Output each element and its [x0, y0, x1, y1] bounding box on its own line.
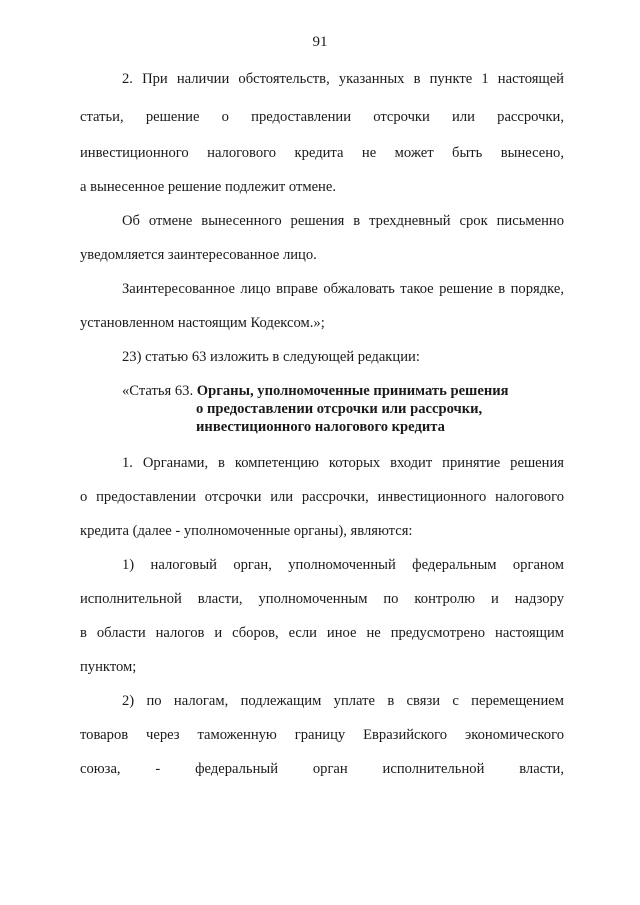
article-title: инвестиционного налогового кредита — [196, 419, 445, 435]
article-heading-line2 — [196, 400, 640, 418]
text-line: Заинтересованное лицо вправе обжаловать такое решение в порядке, — [122, 281, 564, 297]
text-line: установленном настоящим Кодексом.»; — [80, 315, 325, 331]
text-line: 2. При наличии обстоятельств, указанных в пункте 1 настоящей — [122, 71, 564, 87]
article-heading-line1 — [122, 382, 606, 400]
page-number: 91 — [312, 34, 328, 50]
article-heading-line3 — [196, 418, 640, 436]
article-title: о предоставлении отсрочки или рассрочки, — [196, 401, 483, 417]
text-line: союза, - федеральный орган исполнительной власти, — [80, 761, 564, 777]
text-line: в области налогов и сборов, если иное не предусмотрено настоящим — [80, 625, 564, 641]
text-line: о предоставлении отсрочки или рассрочки, инвестиционного налогового — [80, 489, 564, 505]
text-line: 1. Органами, в компетенцию которых входит принятие решения — [122, 455, 564, 471]
text-line: 23) статью 63 изложить в следующей редакции: — [122, 349, 420, 365]
article-title: Органы, уполномоченные принимать решения — [196, 383, 509, 399]
text-line: статьи, решение о предоставлении отсрочки или рассрочки, — [80, 109, 564, 125]
text-line: товаров через таможенную границу Евразийского экономического — [80, 727, 564, 743]
text-line: исполнительной власти, уполномоченным по контролю и надзору — [80, 591, 564, 607]
text-line: уведомляется заинтересованное лицо. — [80, 247, 317, 263]
text-line: 1) налоговый орган, уполномоченный федеральным органом — [122, 557, 564, 573]
text-line: 2) по налогам, подлежащим уплате в связи с перемещением — [122, 693, 564, 709]
article-prefix: «Статья 63. — [122, 383, 197, 399]
text-line: Об отмене вынесенного решения в трехдневный срок письменно — [122, 213, 564, 229]
text-line: инвестиционного налогового кредита не может быть вынесено, — [80, 145, 564, 161]
text-line: пунктом; — [80, 659, 137, 675]
text-line: кредита (далее - уполномоченные органы), являются: — [80, 523, 413, 539]
text-line: а вынесенное решение подлежит отмене. — [80, 179, 336, 195]
